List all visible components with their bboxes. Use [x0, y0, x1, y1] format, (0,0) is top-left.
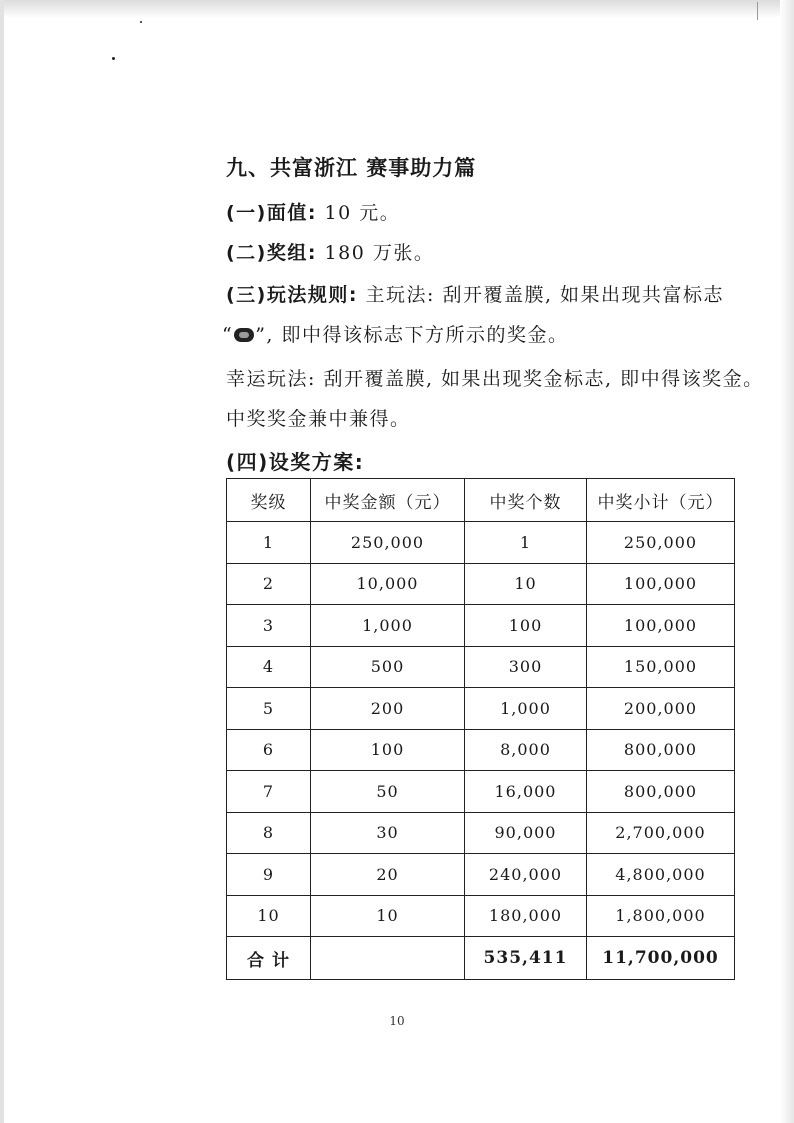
table-cell: 1,000 [465, 688, 587, 730]
table-cell: 90,000 [465, 812, 587, 854]
table-cell: 250,000 [587, 522, 735, 564]
table-cell: 100,000 [587, 563, 735, 605]
rules-line-2 [222, 320, 569, 347]
scan-speck [140, 21, 142, 23]
table-total-row [227, 937, 735, 980]
header-cell: 中奖金额（元） [311, 479, 465, 522]
table-cell: 4 [227, 646, 311, 688]
table-cell: 4,800,000 [587, 854, 735, 896]
prize-group-label: (二)奖组: [226, 242, 317, 264]
combined-win-line: 中奖奖金兼中兼得。 [226, 408, 411, 430]
table-cell: 1,000 [311, 605, 465, 647]
section-heading: 九、共富浙江 赛事助力篇 [226, 156, 477, 180]
face-value-label: (一)面值: [226, 202, 317, 224]
scan-shadow-top [0, 0, 794, 18]
rules-label: (三)玩法规则: [226, 284, 358, 306]
table-cell: 180,000 [465, 895, 587, 937]
header-cell: 中奖个数 [465, 479, 587, 522]
face-value-text: 10 元。 [324, 202, 401, 224]
table-cell: 9 [227, 854, 311, 896]
table-header-row [227, 479, 735, 522]
table-cell: 50 [311, 771, 465, 813]
table-row [227, 812, 735, 854]
table-cell: 10 [227, 895, 311, 937]
table-cell: 800,000 [587, 771, 735, 813]
prize-table [226, 478, 735, 980]
table-cell: 500 [311, 646, 465, 688]
table-cell: 2 [227, 563, 311, 605]
table-cell: 7 [227, 771, 311, 813]
total-count-cell: 535,411 [465, 937, 587, 980]
table-cell: 16,000 [465, 771, 587, 813]
table-row [227, 854, 735, 896]
table-cell: 300 [465, 646, 587, 688]
scan-dot [112, 57, 115, 60]
prize-group-text: 180 万张。 [324, 242, 435, 264]
rules-main-text-2: ”, 即中得该标志下方所示的奖金。 [255, 324, 569, 346]
prize-group-line [226, 238, 434, 265]
table-cell: 8,000 [465, 729, 587, 771]
table-cell: 200 [311, 688, 465, 730]
table-cell: 100 [465, 605, 587, 647]
table-cell: 10,000 [311, 563, 465, 605]
rules-main-text-1: 主玩法: 刮开覆盖膜, 如果出现共富标志 [365, 284, 725, 306]
table-cell: 5 [227, 688, 311, 730]
table-row [227, 605, 735, 647]
total-amount-cell: 11,700,000 [587, 937, 735, 980]
scan-corner-mark [757, 2, 780, 20]
face-value-line [226, 198, 400, 225]
table-row [227, 688, 735, 730]
table-row [227, 771, 735, 813]
table-cell: 3 [227, 605, 311, 647]
scan-shadow-right [780, 0, 794, 1123]
table-cell: 10 [465, 563, 587, 605]
table-cell: 6 [227, 729, 311, 771]
table-cell: 200,000 [587, 688, 735, 730]
table-row [227, 522, 735, 564]
page-number: 10 [389, 1014, 405, 1028]
table-cell: 2,700,000 [587, 812, 735, 854]
table-cell: 1 [465, 522, 587, 564]
table-cell: 1 [227, 522, 311, 564]
prize-scheme-label: (四)设奖方案: [226, 450, 365, 474]
gongfu-logo-icon [234, 328, 254, 342]
table-row [227, 729, 735, 771]
rules-line-1 [226, 280, 724, 307]
table-cell: 1,800,000 [587, 895, 735, 937]
scan-edge-left [0, 0, 4, 1123]
table-cell: 150,000 [587, 646, 735, 688]
table-cell: 10 [311, 895, 465, 937]
table-cell: 800,000 [587, 729, 735, 771]
total-empty-cell [311, 937, 465, 980]
table-row [227, 563, 735, 605]
header-cell: 中奖小计（元） [587, 479, 735, 522]
table-cell: 240,000 [465, 854, 587, 896]
table-cell: 8 [227, 812, 311, 854]
lucky-play-line: 幸运玩法: 刮开覆盖膜, 如果出现奖金标志, 即中得该奖金。 [226, 368, 764, 390]
table-cell: 250,000 [311, 522, 465, 564]
header-cell: 奖级 [227, 479, 311, 522]
table-cell: 100 [311, 729, 465, 771]
total-label-cell: 合 计 [227, 937, 311, 980]
table-row [227, 646, 735, 688]
table-cell: 30 [311, 812, 465, 854]
table-cell: 100,000 [587, 605, 735, 647]
quote-open: “ [222, 324, 234, 346]
table-row [227, 895, 735, 937]
table-cell: 20 [311, 854, 465, 896]
